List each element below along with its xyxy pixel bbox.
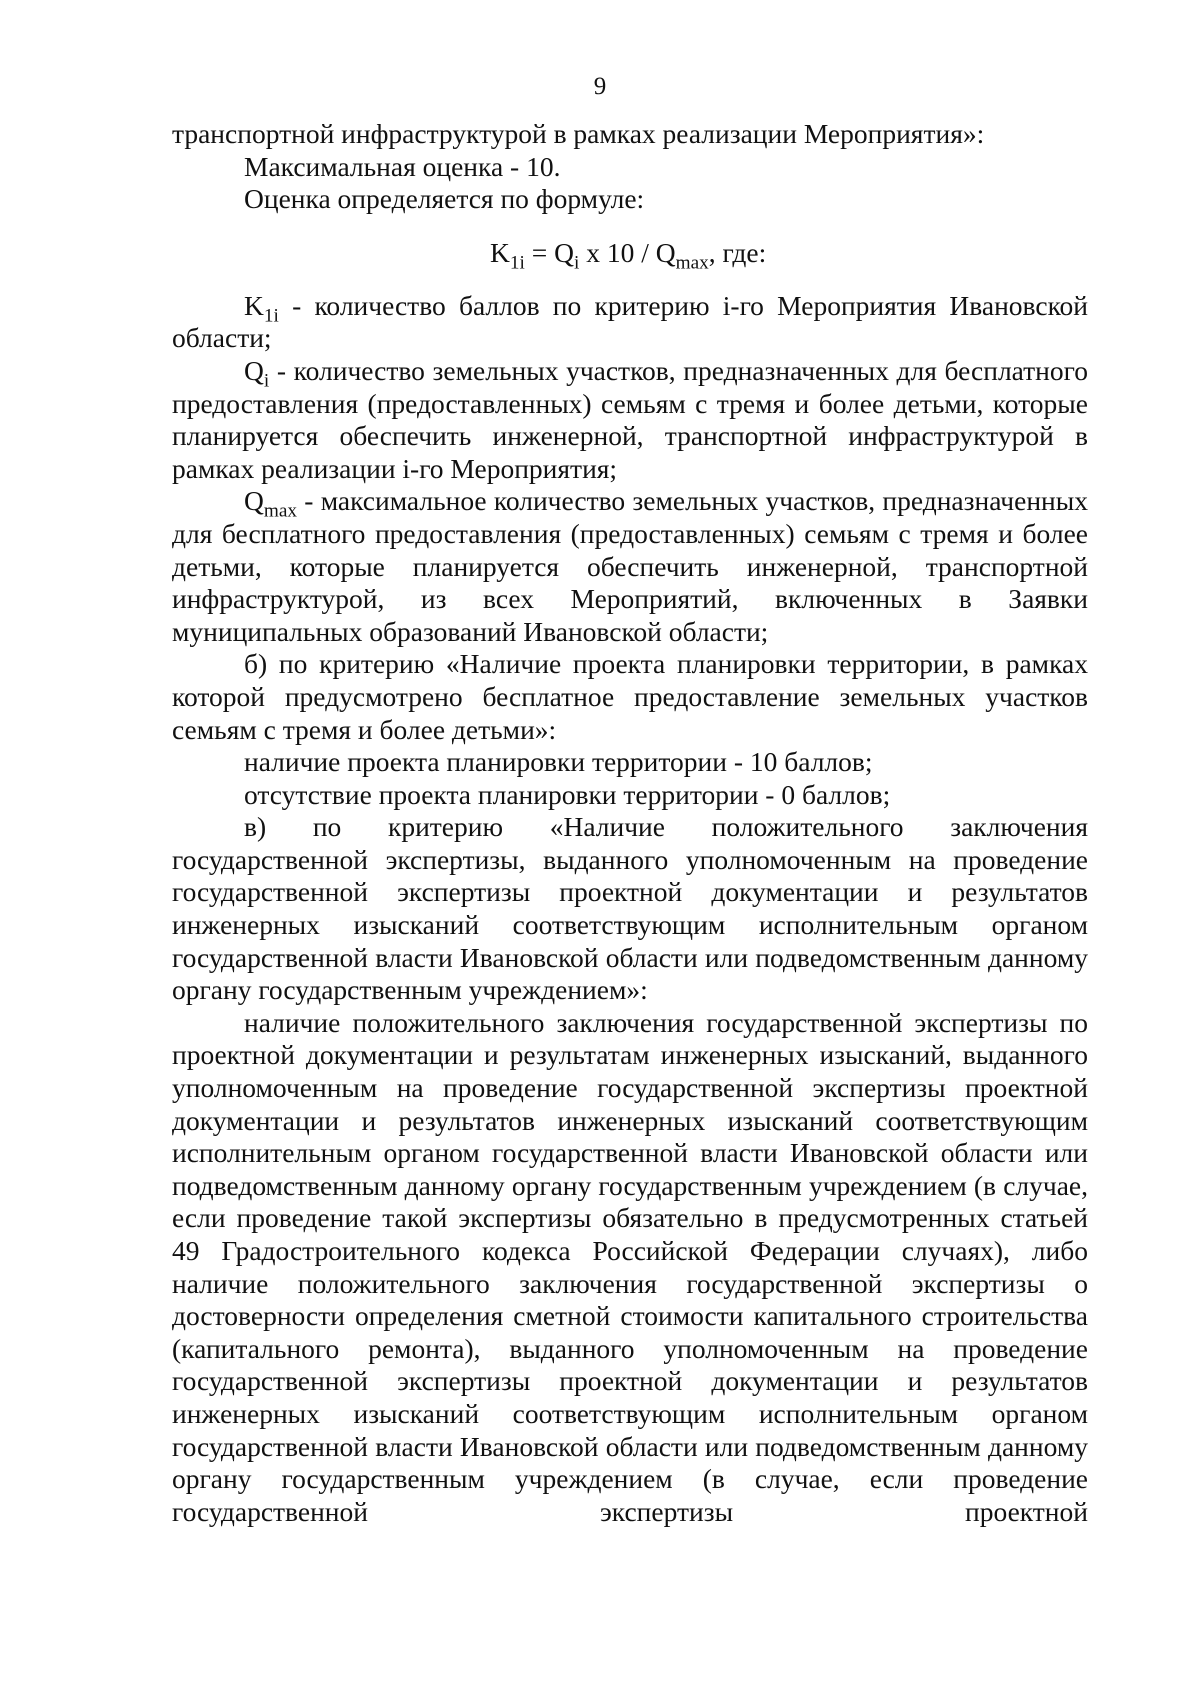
definition-qmax-subscript: max — [263, 500, 298, 522]
paragraph-continuation: транспортной инфраструктурой в рамках реализации Мероприятия»: — [172, 118, 985, 149]
definition-k — [172, 290, 1088, 355]
paragraph-criterion-v-yes: наличие положительного заключения государственной экспертизы по проектной документации и результатам инженерных изысканий, выданного уполномоченным на проведение государственной экспертизы проектной документации и результатов инженерных изысканий соответствующим исполнительным органом государственной власти Ивановской области или подведомственным данному органу государственным учреждением (в случае, если проведение такой экспертизы обязательно в предусмотренных статьей 49 Градостроительного кодекса Российской Федерации случаях), либо наличие положительного заключения государственной экспертизы о достоверности определения сметной стоимости капитального строительства (капитального ремонта), выданного уполномоченным на проведение государственной экспертизы проектной документации и результатов инженерных изысканий соответствующим исполнительным органом государственной власти Ивановской области или подведомственным данному органу государственным учреждением (в случае, если проведение государственной экспертизы проектной — [172, 1006, 1088, 1527]
formula — [172, 236, 1088, 274]
definition-qmax-symbol: Q — [244, 485, 264, 517]
definition-qmax-text: - максимальное количество земельных участков, предназначенных для бесплатного предоставления (предоставленных) семьям с тремя и более детьми, которые планируется обеспечить инженерной, транспортной инфраструктурой, из всех Мероприятий, включенных в Заявки муниципальных образований Ивановской области; — [172, 485, 1088, 647]
definition-q-symbol: Q — [244, 354, 264, 386]
paragraph-criterion-v: в) по критерию «Наличие положительного заключения государственной экспертизы, выданного уполномоченным на проведение государственной экспертизы проектной документации и результатов инженерных изысканий соответствующим исполнительным органом государственной власти Ивановской области или подведомственным данному органу государственным учреждением»: — [172, 811, 1088, 1006]
document-body — [172, 118, 1088, 1528]
formula-k: K — [490, 236, 510, 268]
paragraph-criterion-b-yes: наличие проекта планировки территории - 10 баллов; — [244, 746, 873, 778]
formula-q-subscript: i — [573, 252, 580, 274]
paragraph-formula-intro: Оценка определяется по формуле: — [244, 183, 645, 215]
formula-k-subscript: 1i — [509, 252, 525, 274]
definition-q — [172, 355, 1088, 485]
paragraph-max-score: Максимальная оценка - 10. — [244, 150, 561, 182]
definition-q-text: - количество земельных участков, предназначенных для бесплатного предоставления (предоставленных) семьям с тремя и более детьми, которые планируется обеспечить инженерной, транспортной инфраструктурой в рамках реализации i-го Мероприятия; — [172, 354, 1088, 484]
formula-max-subscript: max — [675, 252, 709, 274]
formula-tail: , где: — [708, 236, 767, 268]
paragraph-criterion-b-no: отсутствие проекта планировки территории - 0 баллов; — [244, 778, 891, 810]
definition-qmax — [172, 485, 1088, 648]
definition-k-text: - количество баллов по критерию i-го Мероприятия Ивановской области; — [172, 289, 1088, 354]
definition-k-symbol: K — [244, 289, 264, 321]
definition-q-subscript: i — [263, 370, 270, 392]
definition-k-subscript: 1i — [263, 305, 279, 327]
formula-eq-q: = Q — [524, 236, 574, 268]
page-number: 9 — [593, 73, 607, 100]
formula-mid: x 10 / Q — [579, 236, 676, 268]
paragraph-criterion-b: б) по критерию «Наличие проекта планировки территории, в рамках которой предусмотрено бесплатное предоставление земельных участков семьям с тремя и более детьми»: — [172, 648, 1088, 745]
